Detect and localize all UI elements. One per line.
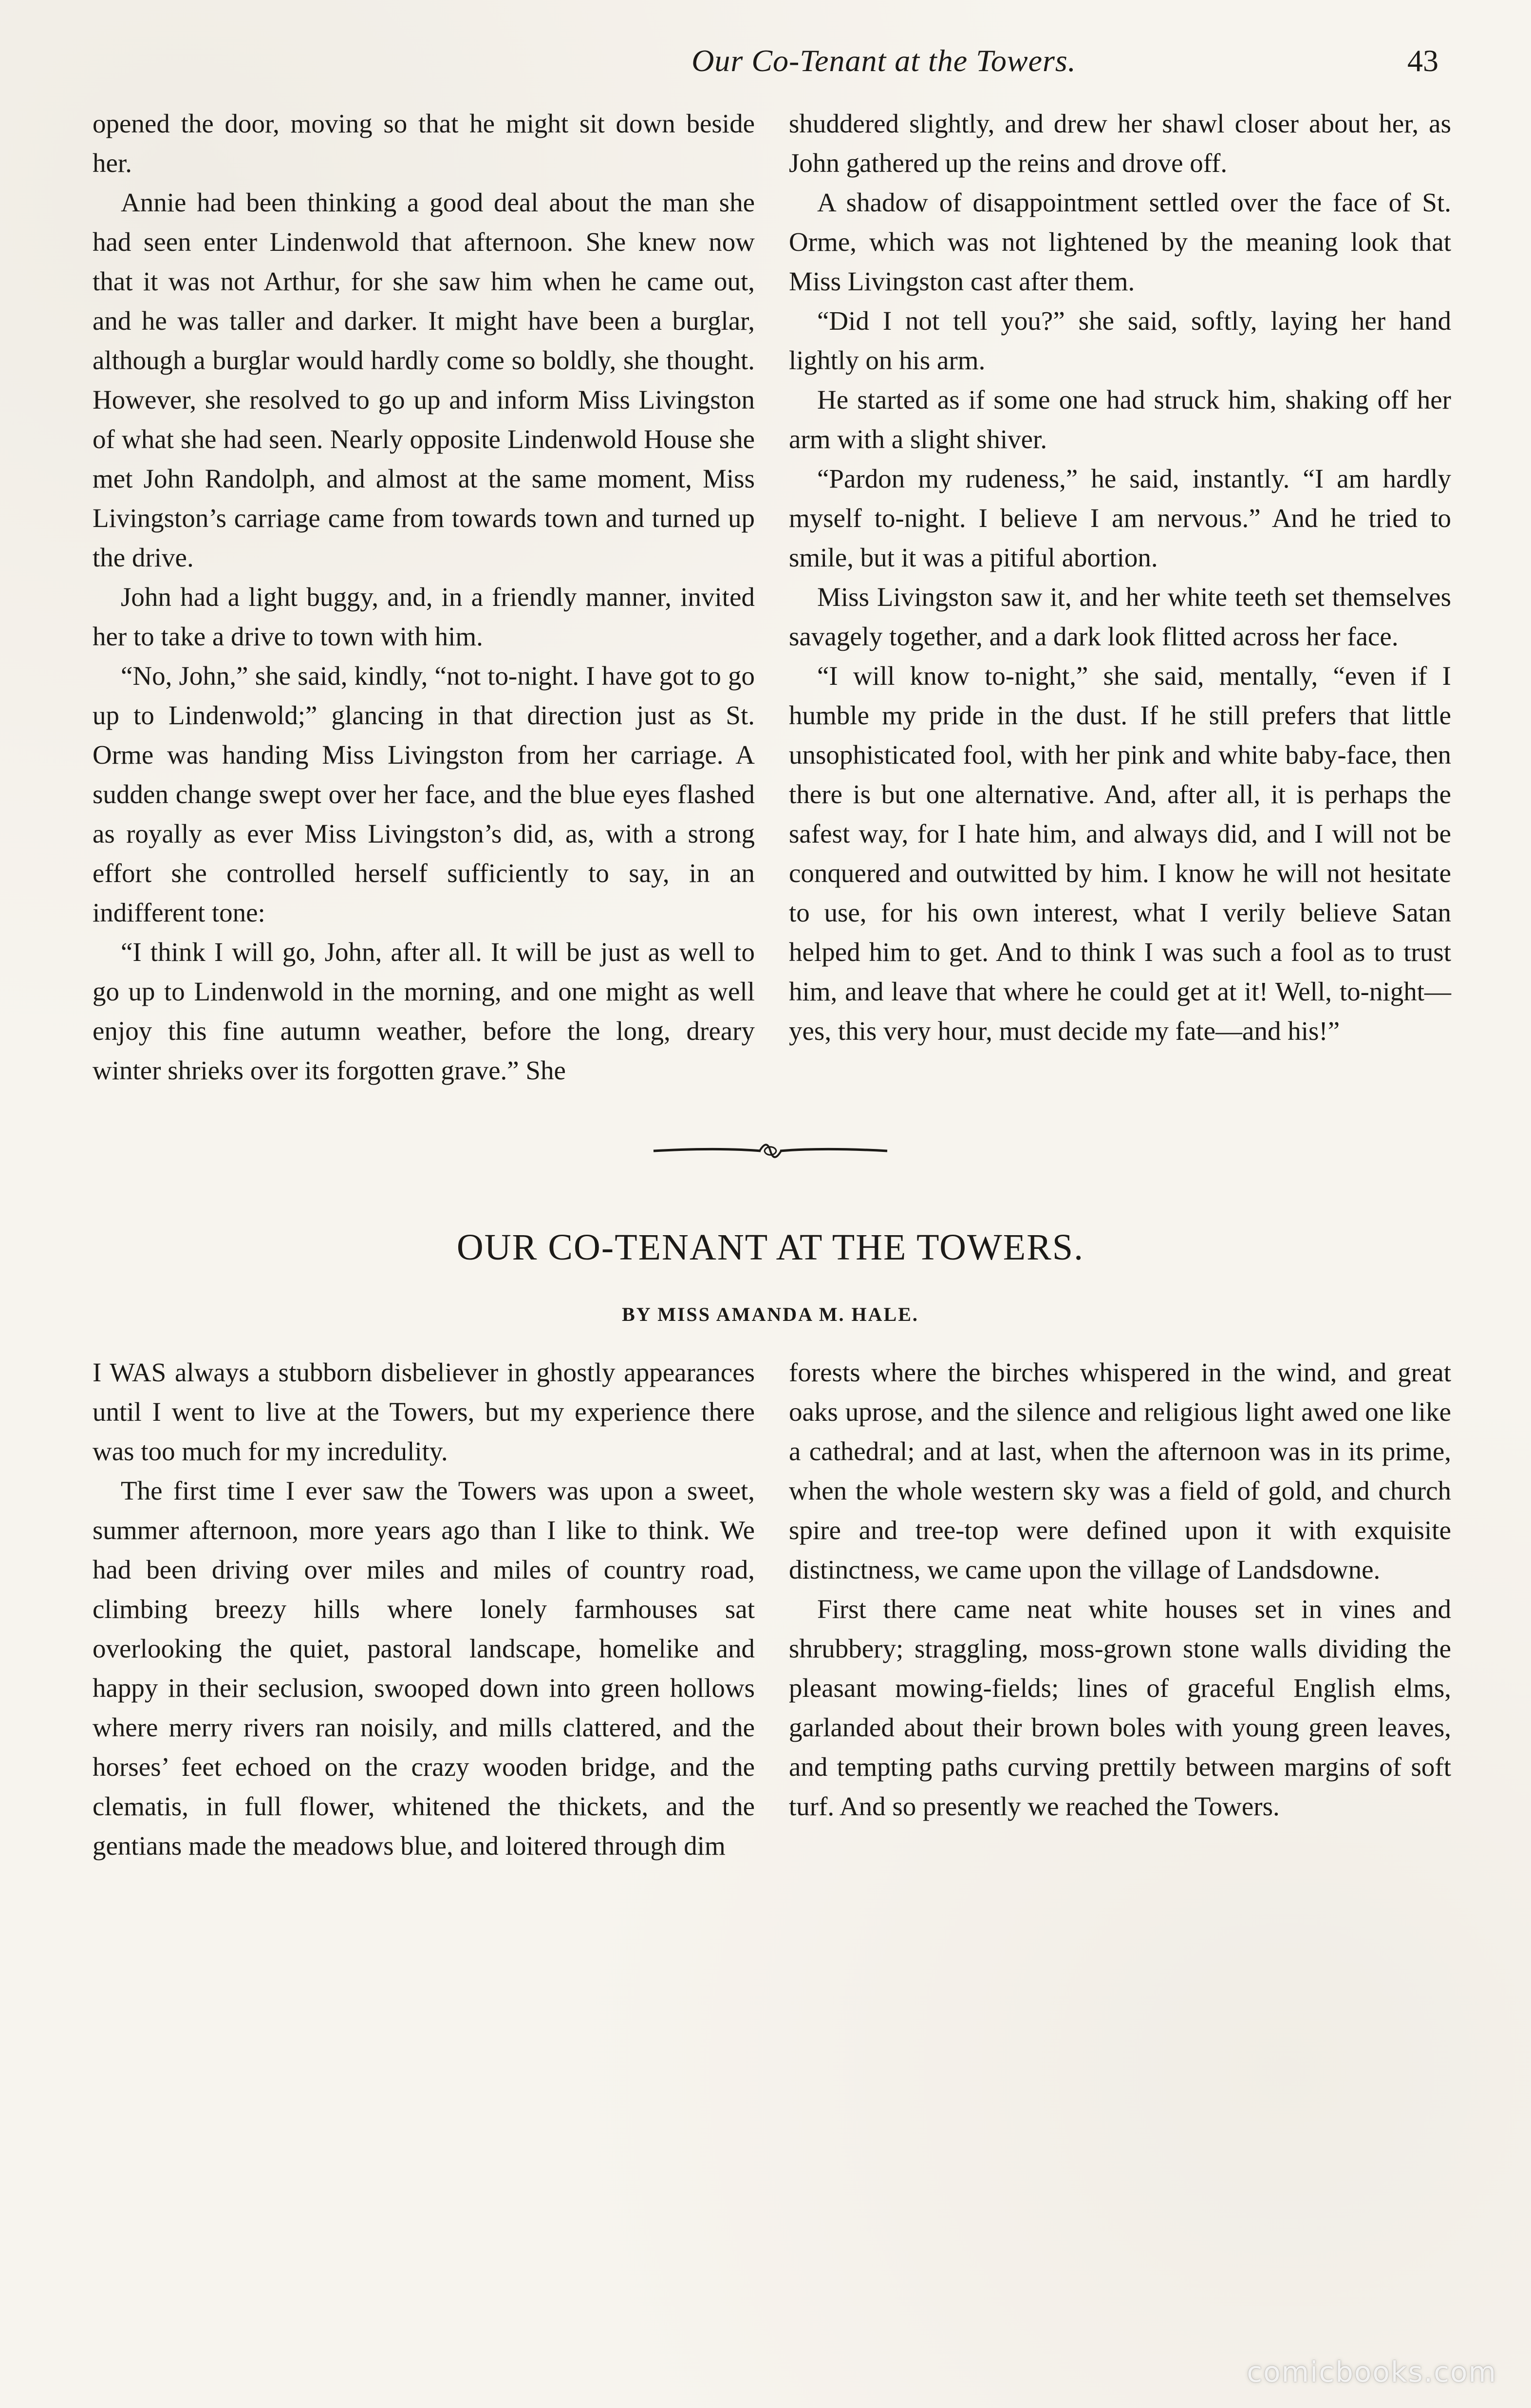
story-left-column — [93, 1353, 755, 1865]
top-right-paragraph-3: “Did I not tell you?” she said, softly, laying her hand lightly on his arm. — [789, 306, 1451, 375]
top-left-paragraph-3: John had a light buggy, and, in a friendly manner, invited her to take a drive to town with him. — [93, 582, 755, 651]
story-columns — [93, 1353, 1451, 1865]
top-right-paragraph-4: He started as if some one had struck him, shaking off her arm with a slight shiver. — [789, 385, 1451, 454]
top-right-column — [789, 104, 1451, 1090]
story-left-paragraph-2: The first time I ever saw the Towers was upon a sweet, summer afternoon, more years ago than I like to think. We had been driving over miles and miles of country road, climbing breezy hills where lonely farmhouses sat overlooking the quiet, pastoral landscape, homelike and happy in their seclusion, swooped down into green hollows where merry rivers ran noisily, and mills clattered, and the horses’ feet echoed on the crazy wooden bridge, and the clematis, in full flower, whitened the thickets, and the gentians made the meadows blue, and loitered through dim — [93, 1476, 755, 1861]
running-title: Our Co-Tenant at the Towers. — [691, 43, 1076, 78]
top-left-paragraph-4: “No, John,” she said, kindly, “not to-night. I have got to go up to Lindenwold;” glancing in that direction just as St. Orme was handing Miss Livingston from her carriage. A sudden change swept over her face, and the blue eyes flashed as royally as ever Miss Livingston’s did, as, with a strong effort she controlled herself sufficiently to say, in an indifferent tone: — [93, 661, 755, 927]
top-left-column — [93, 104, 755, 1090]
story-byline: BY MISS AMANDA M. HALE. — [622, 1303, 919, 1325]
top-story-columns — [93, 104, 1451, 1090]
page-number: 43 — [1407, 43, 1438, 78]
top-left-paragraph-2: Annie had been thinking a good deal about the man she had seen enter Lindenwold that afternoon. She knew now that it was not Arthur, for she saw him when he came out, and he was taller and darker. It might have been a burglar, although a burglar would hardly come so boldly, she thought. However, she resolved to go up and inform Miss Livingston of what she had seen. Nearly opposite Lindenwold House she met John Randolph, and almost at the same moment, Miss Livingston’s carriage came from towards town and turned up the drive. — [93, 188, 755, 572]
story-title: OUR CO-TENANT AT THE TOWERS. — [456, 1227, 1084, 1268]
top-left-paragraph-5: “I think I will go, John, after all. It will be just as well to go up to Lindenwold in the morning, and one might as well enjoy this fine autumn weather, before the long, dreary winter shrieks over its forgotten grave.” She — [93, 937, 755, 1085]
story-right-paragraph-2: First there came neat white houses set in vines and shrubbery; straggling, moss-grown stone walls dividing the pleasant mowing-fields; lines of graceful English elms, garlanded about their brown boles with young green leaves, and tempting paths curving prettily between margins of soft turf. And so presently we reached the Towers. — [789, 1594, 1451, 1821]
top-left-paragraph-1: opened the door, moving so that he might sit down beside her. — [93, 109, 755, 178]
top-right-paragraph-7: “I will know to-night,” she said, mentally, “even if I humble my pride in the dust. If he still prefers that little unsophisticated fool, with her pink and white baby-face, then there is but one alternative. And, after all, it is perhaps the safest way, for I hate him, and always did, and I will not be conquered and outwitted by him. I know he will not hesitate to use, for his own interest, what I verily believe Satan helped him to get. And to think I was such a fool as to trust him, and leave that where he could get at it! Well, to-night—yes, this very hour, must decide my fate—and his!” — [789, 661, 1451, 1046]
section-divider-ornament — [644, 1134, 897, 1168]
top-right-paragraph-2: A shadow of disappointment settled over the face of St. Orme, which was not lightened by the meaning look that Miss Livingston cast after them. — [789, 188, 1451, 296]
watermark: comicbooks.com — [1247, 2355, 1497, 2389]
top-right-paragraph-6: Miss Livingston saw it, and her white teeth set themselves savagely together, and a dark look flitted across her face. — [789, 582, 1451, 651]
story-right-column — [789, 1353, 1451, 1865]
top-right-paragraph-5: “Pardon my rudeness,” he said, instantly. “I am hardly myself to-night. I believe I am nervous.” And he tried to smile, but it was a pitiful abortion. — [789, 464, 1451, 572]
story-right-paragraph-1: forests where the birches whispered in the wind, and great oaks uprose, and the silence and religious light awed one like a cathedral; and at last, when the afternoon was in its prime, when the whole western sky was a field of gold, and church spire and tree-top were defined upon it with exquisite distinctness, we came upon the village of Landsdowne. — [789, 1357, 1451, 1584]
page-header — [93, 39, 1448, 85]
top-right-paragraph-1: shuddered slightly, and drew her shawl closer about her, as John gathered up the reins and drove off. — [789, 109, 1451, 178]
story-left-paragraph-1: I WAS always a stubborn disbeliever in ghostly appearances until I went to live at the Towers, but my experience there was too much for my incredulity. — [93, 1357, 755, 1466]
